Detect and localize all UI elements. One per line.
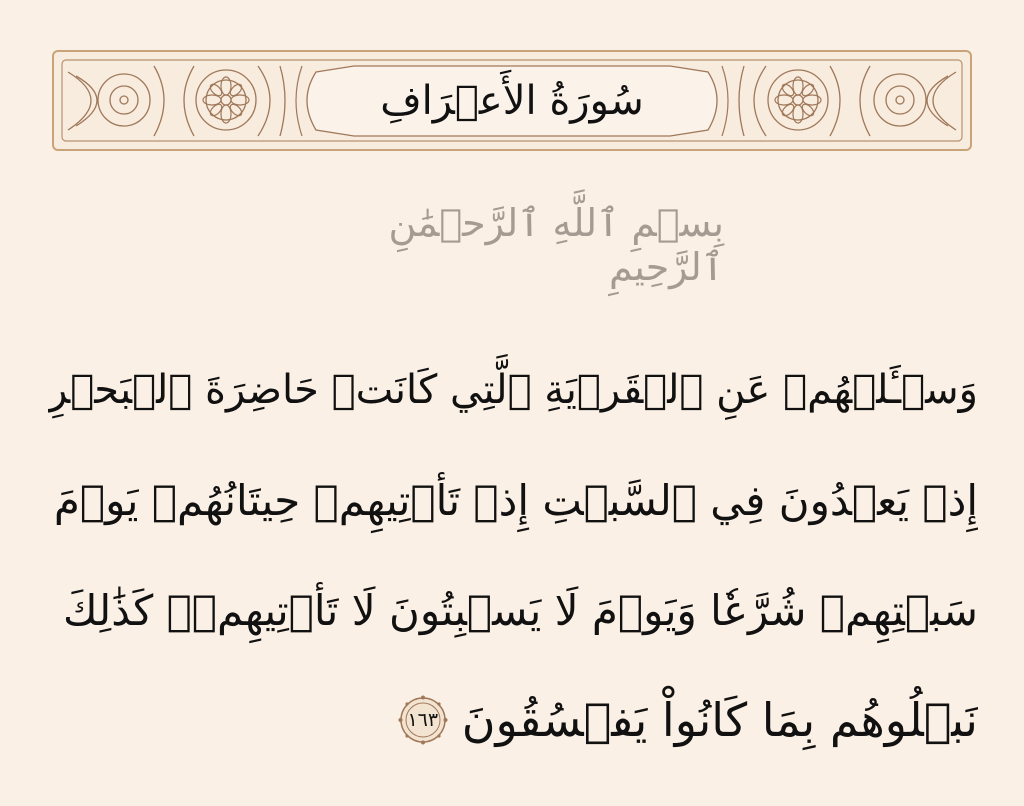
verse-line-2: إِذۡ يَعۡدُونَ فِي ٱلسَّبۡتِ إِذۡ تَأۡتِيهِمۡ حِيتَانُهُمۡ يَوۡمَ <box>53 475 978 525</box>
basmala: بِسۡمِ ٱللَّهِ ٱلرَّحۡمَٰنِ ٱلرَّحِيمِ <box>388 201 724 289</box>
surah-title: سُورَةُ الأَعۡرَافِ <box>380 78 644 124</box>
surah-header-frame <box>52 50 972 151</box>
verse-block <box>48 335 978 775</box>
ayah-number-marker <box>398 695 448 745</box>
verse-line-4 <box>48 665 978 775</box>
verse-line-3: سَبۡتِهِمۡ شُرَّعٗا وَيَوۡمَ لَا يَسۡبِتُونَ لَا تَأۡتِيهِمۡۚ كَذَٰلِكَ <box>63 585 978 635</box>
ayah-number: ١٦٣ <box>407 709 439 731</box>
verse-line-1: وَسۡـَٔلۡهُمۡ عَنِ ٱلۡقَرۡيَةِ ٱلَّتِي كَانَتۡ حَاضِرَةَ ٱلۡبَحۡرِ <box>48 367 978 413</box>
verse-line-4-text: نَبۡلُوهُم بِمَا كَانُواْ يَفۡسُقُونَ <box>461 693 978 747</box>
